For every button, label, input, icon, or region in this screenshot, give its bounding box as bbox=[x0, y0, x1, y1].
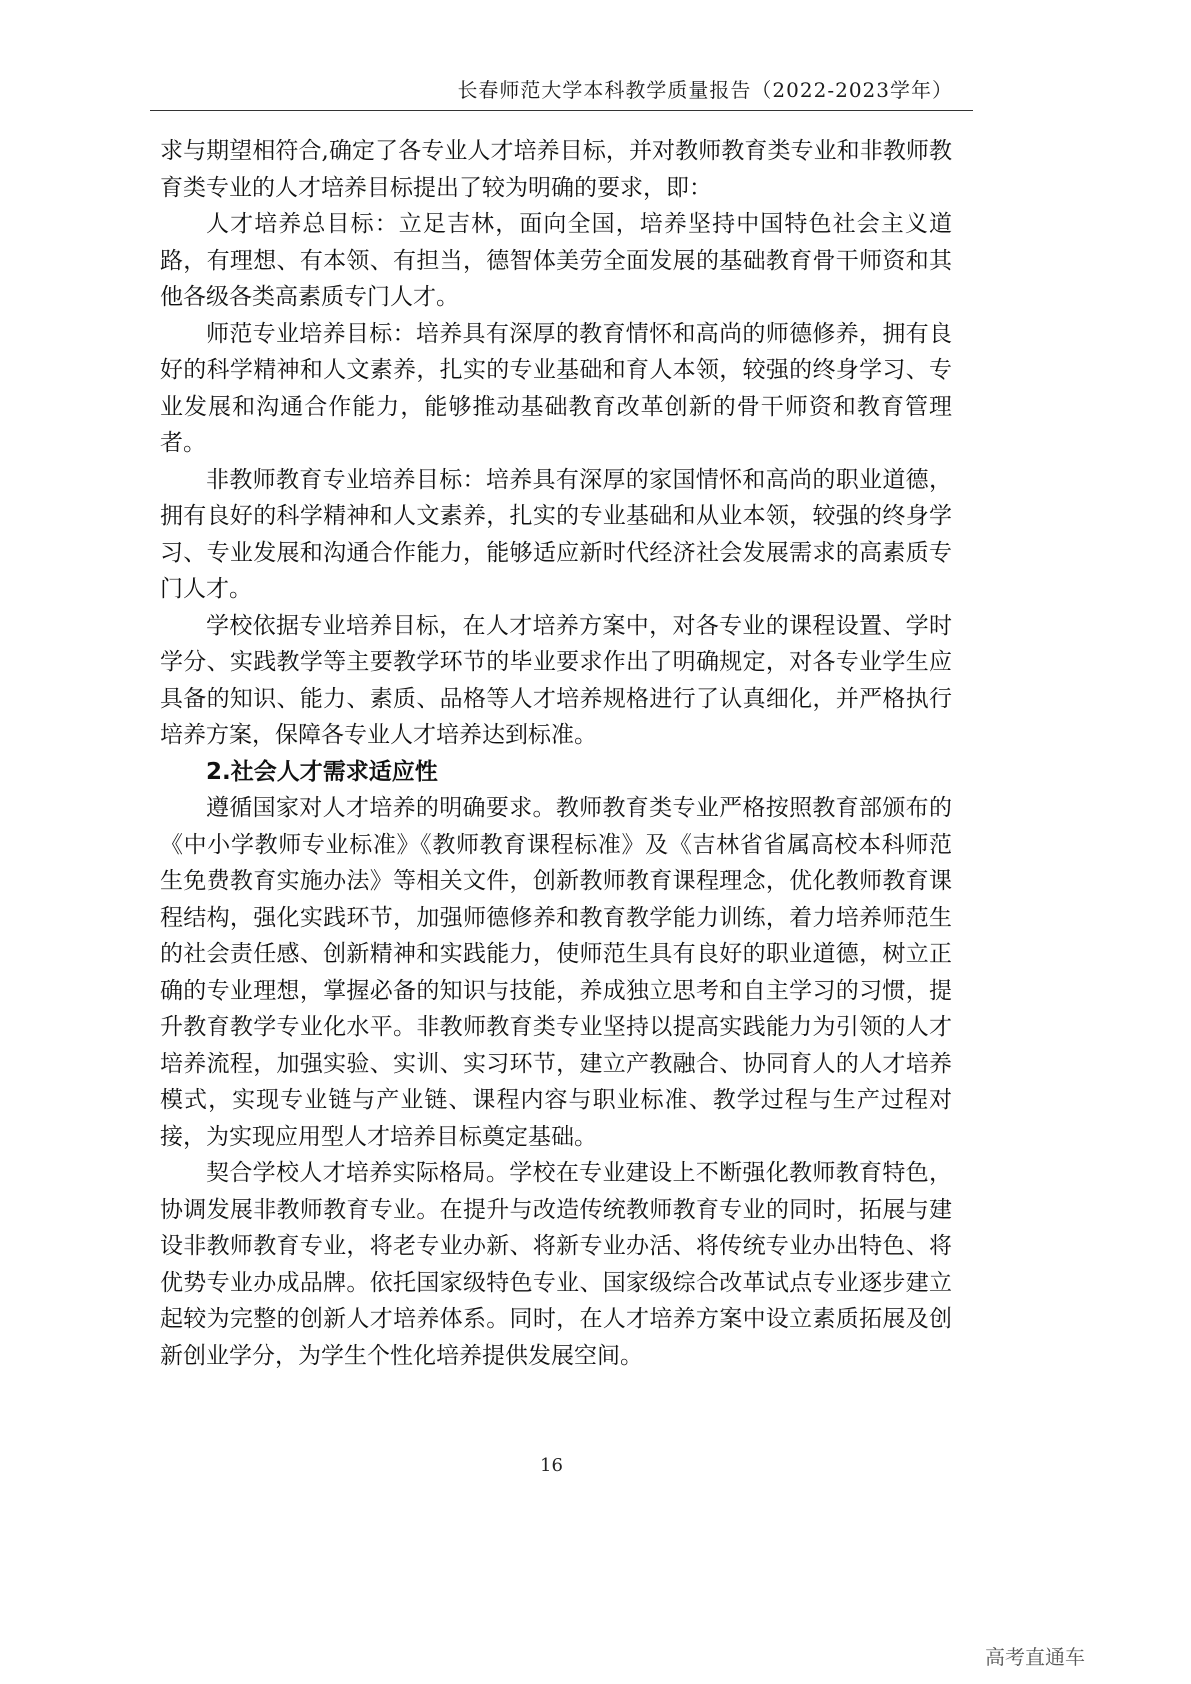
page-number: 16 bbox=[540, 1455, 563, 1476]
section-heading: 2.社会人才需求适应性 bbox=[206, 758, 438, 785]
paragraph-non-teacher-major-goal: 非教师教育专业培养目标：培养具有深厚的家国情怀和高尚的职业道德，拥有良好的科学精神和人文素养，扎实的专业基础和从业本领，较强的终身学习、专业发展和沟通合作能力，能够适应新时代经济社会发展需求的高素质专门人才。 bbox=[160, 466, 952, 602]
paragraph-training-plan: 学校依据专业培养目标，在人才培养方案中，对各专业的课程设置、学时学分、实践教学等主要教学环节的毕业要求作出了明确规定，对各专业学生应具备的知识、能力、素质、品格等人才培养规格进行了认真细化，并严格执行培养方案，保障各专业人才培养达到标准。 bbox=[160, 612, 952, 748]
paragraph-overall-goal: 人才培养总目标：立足吉林，面向全国，培养坚持中国特色社会主义道路，有理想、有本领、有担当，德智体美劳全面发展的基础教育骨干师资和其他各级各类高素质专门人才。 bbox=[160, 211, 952, 310]
paragraph-school-pattern: 契合学校人才培养实际格局。学校在专业建设上不断强化教师教育特色，协调发展非教师教育专业。在提升与改造传统教师教育专业的同时，拓展与建设非教师教育专业，将老专业办新、将新专业办活、将传统专业办出特色、将优势专业办成品牌。依托国家级特色专业、国家级综合改革试点专业逐步建立起较为完整的创新人才培养体系。同时，在人才培养方案中设立素质拓展及创新创业学分，为学生个性化培养提供发展空间。 bbox=[160, 1160, 952, 1369]
paragraph-normal-major-goal: 师范专业培养目标：培养具有深厚的教育情怀和高尚的师德修养，拥有良好的科学精神和人文素养，扎实的专业基础和育人本领，较强的终身学习、专业发展和沟通合作能力，能够推动基础教育改革创新的骨干师资和教育管理者。 bbox=[160, 320, 952, 456]
header-rule bbox=[150, 110, 973, 111]
page-header: 长春师范大学本科教学质量报告（2022-2023学年） bbox=[457, 78, 953, 102]
paragraph-national-requirements: 遵循国家对人才培养的明确要求。教师教育类专业严格按照教育部颁布的《中小学教师专业标准》《教师教育课程标准》及《吉林省省属高校本科师范生免费教育实施办法》等相关文件，创新教师教育课程理念，优化教师教育课程结构，强化实践环节，加强师德修养和教育教学能力训练，着力培养师范生的社会责任感、创新精神和实践能力，使师范生具有良好的职业道德，树立正确的专业理想，掌握必备的知识与技能，养成独立思考和自主学习的习惯，提升教育教学专业化水平。非教师教育类专业坚持以提高实践能力为引领的人才培养流程，加强实验、实训、实习环节，建立产教融合、协同育人的人才培养模式，实现专业链与产业链、课程内容与职业标准、教学过程与生产过程对接，为实现应用型人才培养目标奠定基础。 bbox=[160, 795, 952, 1150]
body-text bbox=[160, 133, 952, 1374]
paragraph-continuation: 求与期望相符合,确定了各专业人才培养目标，并对教师教育类专业和非教师教育类专业的人才培养目标提出了较为明确的要求，即： bbox=[160, 138, 952, 201]
watermark: 高考直通车 bbox=[985, 1645, 1085, 1669]
